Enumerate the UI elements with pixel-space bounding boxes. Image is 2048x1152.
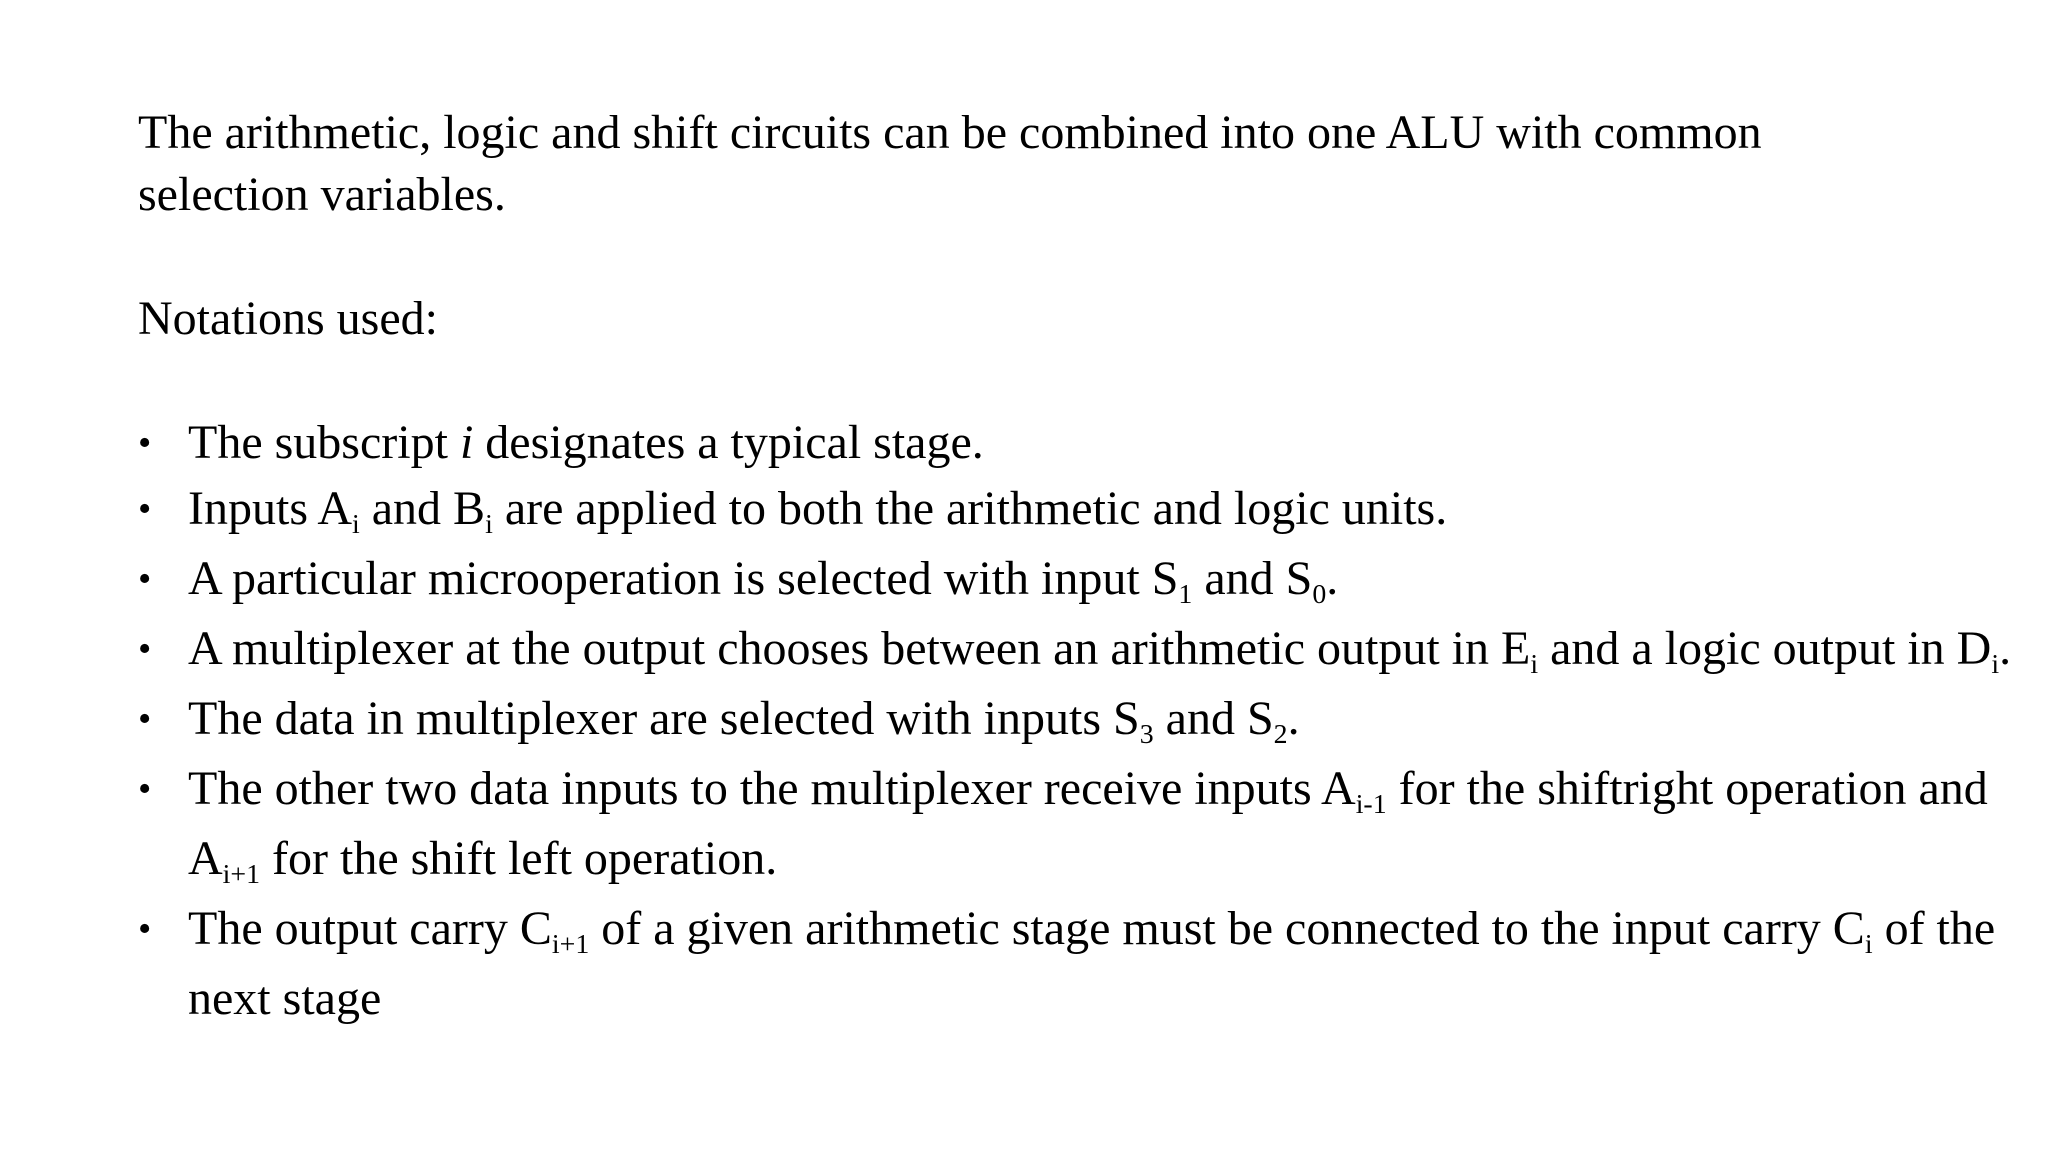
subscript: 0 xyxy=(1312,578,1327,610)
bullet-text: . xyxy=(1287,692,1300,745)
list-item xyxy=(138,474,2038,544)
bullet-text: are applied to both the arithmetic and logic units. xyxy=(492,482,1448,535)
bullet-text: A particular microoperation is selected with input S xyxy=(188,552,1179,605)
subscript: i xyxy=(1530,648,1539,680)
subscript: i+1 xyxy=(551,928,590,960)
bullet-icon: • xyxy=(138,422,152,464)
subscript: 2 xyxy=(1273,718,1288,750)
subscript: i-1 xyxy=(1355,788,1387,820)
notations-heading: Notations used: xyxy=(138,292,438,345)
bullet-text: A multiplexer at the output chooses between an arithmetic output in E xyxy=(188,622,1531,675)
notation-list xyxy=(138,412,2038,1034)
list-item xyxy=(138,684,2038,754)
subscript: i xyxy=(485,508,493,540)
bullet-text: . xyxy=(1326,552,1339,605)
subscript: i xyxy=(1991,648,2000,680)
bullet-text: . xyxy=(1999,622,2012,675)
list-item xyxy=(138,754,2038,894)
bullet-icon: • xyxy=(138,628,152,670)
list-item xyxy=(138,544,2038,614)
bullet-text: and S xyxy=(1153,692,1274,745)
bullet-icon: • xyxy=(138,908,152,950)
bullet-text: designates a typical stage. xyxy=(473,416,984,469)
italic-subscript-i: i xyxy=(459,416,474,469)
bullet-text: Inputs A xyxy=(188,482,353,535)
bullet-text: for the shift left operation. xyxy=(260,832,778,885)
list-item xyxy=(138,614,2038,684)
bullet-text: and a logic output in D xyxy=(1538,622,1992,675)
bullet-text: The data in multiplexer are selected with inputs S xyxy=(188,692,1140,745)
subscript: i xyxy=(1864,928,1873,960)
subscript: 3 xyxy=(1139,718,1154,750)
bullet-text: for the shiftright operation and A xyxy=(188,762,1988,885)
bullet-text: and S xyxy=(1192,552,1313,605)
bullet-text: The other two data inputs to the multiplexer receive inputs A xyxy=(188,762,1356,815)
bullet-text: and B xyxy=(359,482,486,535)
bullet-text: of a given arithmetic stage must be connected to the input carry C xyxy=(589,902,1865,955)
bullet-icon: • xyxy=(138,698,152,740)
bullet-text: The output carry C xyxy=(188,902,552,955)
intro-paragraph: The arithmetic, logic and shift circuits can be combined into one ALU with common selection variables. xyxy=(138,106,1762,221)
subscript: i+1 xyxy=(222,858,261,890)
bullet-icon: • xyxy=(138,768,152,810)
list-item xyxy=(138,412,2038,474)
subscript: i xyxy=(352,508,360,540)
bullet-icon: • xyxy=(138,488,152,530)
bullet-icon: • xyxy=(138,558,152,600)
list-item xyxy=(138,894,2038,1034)
bullet-text: The subscript xyxy=(188,416,460,469)
bullet-text: of the next stage xyxy=(188,902,1996,1025)
subscript: 1 xyxy=(1178,578,1193,610)
